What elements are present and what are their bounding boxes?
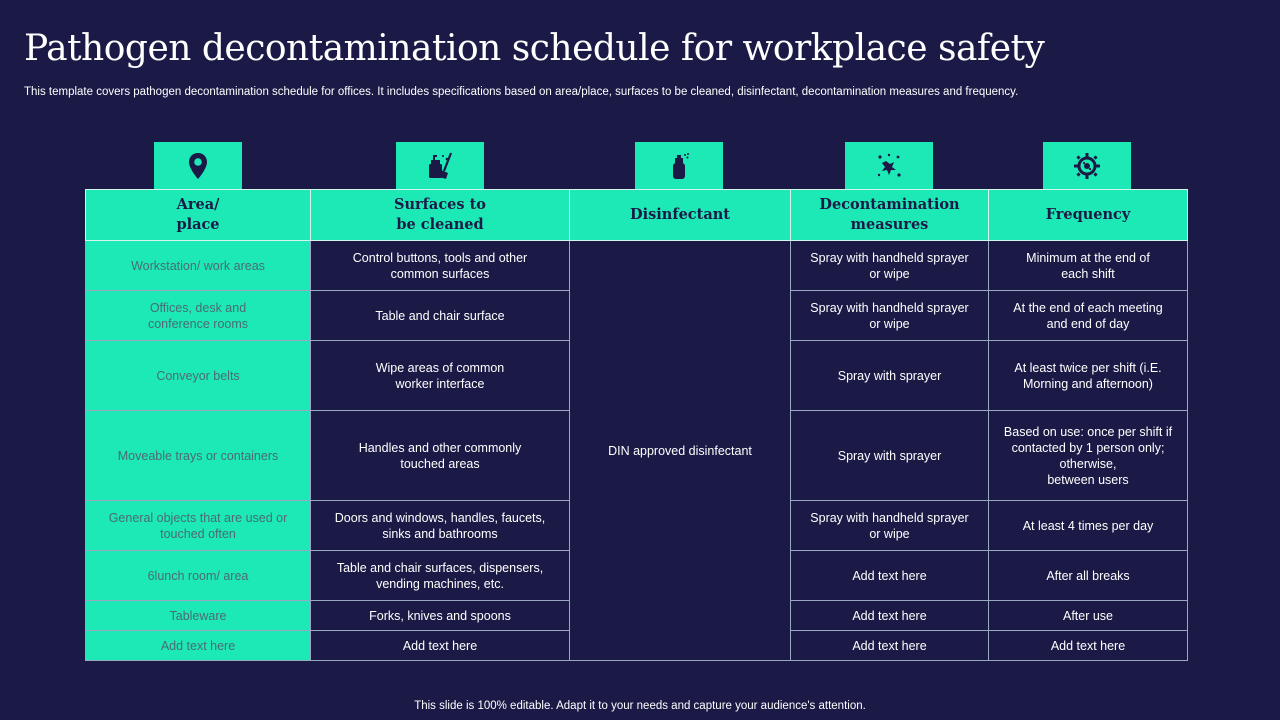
area-cell: 6lunch room/ area [86, 551, 311, 601]
spray-bottle-icon [635, 142, 723, 190]
surfaces-cell: Doors and windows, handles, faucets, sinks and bathrooms [311, 501, 570, 551]
location-pin-icon [154, 142, 242, 190]
frequency-cell: At least 4 times per day [989, 501, 1188, 551]
area-cell: Offices, desk and conference rooms [86, 291, 311, 341]
column-header-area: Area/ place [86, 190, 311, 241]
frequency-cell: At least twice per shift (i.E. Morning and afternoon) [989, 341, 1188, 411]
cleaning-supplies-icon [396, 142, 484, 190]
frequency-cell: Add text here [989, 631, 1188, 661]
area-cell: General objects that are used or touched often [86, 501, 311, 551]
frequency-cell: Based on use: once per shift if contacted by 1 person only; otherwise, between users [989, 411, 1188, 501]
page-title: Pathogen decontamination schedule for workplace safety [24, 28, 1045, 69]
surfaces-cell: Forks, knives and spoons [311, 601, 570, 631]
frequency-cell: After use [989, 601, 1188, 631]
measures-cell: Add text here [791, 551, 989, 601]
column-header-surfaces: Surfaces to be cleaned [311, 190, 570, 241]
page-subtitle: This template covers pathogen decontamination schedule for offices. It includes specifications based on area/place, surfaces to be cleaned, disinfectant, decontamination measures and frequency. [24, 86, 1019, 98]
measures-cell: Spray with sprayer [791, 341, 989, 411]
measures-cell: Spray with handheld sprayer or wipe [791, 501, 989, 551]
table-row [86, 241, 1188, 291]
area-cell: Add text here [86, 631, 311, 661]
surfaces-cell: Table and chair surface [311, 291, 570, 341]
measures-cell: Spray with handheld sprayer or wipe [791, 241, 989, 291]
measures-cell: Spray with handheld sprayer or wipe [791, 291, 989, 341]
frequency-cell: After all breaks [989, 551, 1188, 601]
footer-note: This slide is 100% editable. Adapt it to your needs and capture your audience's attention. [414, 700, 866, 712]
virus-gear-icon [1043, 142, 1131, 190]
area-cell: Workstation/ work areas [86, 241, 311, 291]
frequency-cell: At the end of each meeting and end of day [989, 291, 1188, 341]
frequency-cell: Minimum at the end of each shift [989, 241, 1188, 291]
area-cell: Tableware [86, 601, 311, 631]
surfaces-cell: Table and chair surfaces, dispensers, vending machines, etc. [311, 551, 570, 601]
measures-cell: Spray with sprayer [791, 411, 989, 501]
measures-cell: Add text here [791, 601, 989, 631]
area-cell: Conveyor belts [86, 341, 311, 411]
column-header-frequency: Frequency [989, 190, 1188, 241]
splash-icon [845, 142, 933, 190]
surfaces-cell: Wipe areas of common worker interface [311, 341, 570, 411]
decontamination-schedule-table [85, 189, 1188, 661]
table-header-row [86, 190, 1188, 241]
surfaces-cell: Add text here [311, 631, 570, 661]
measures-cell: Add text here [791, 631, 989, 661]
surfaces-cell: Control buttons, tools and other common surfaces [311, 241, 570, 291]
surfaces-cell: Handles and other commonly touched areas [311, 411, 570, 501]
column-header-measures: Decontamination measures [791, 190, 989, 241]
disinfectant-cell: DIN approved disinfectant [570, 241, 791, 661]
area-cell: Moveable trays or containers [86, 411, 311, 501]
column-header-disinfectant: Disinfectant [570, 190, 791, 241]
